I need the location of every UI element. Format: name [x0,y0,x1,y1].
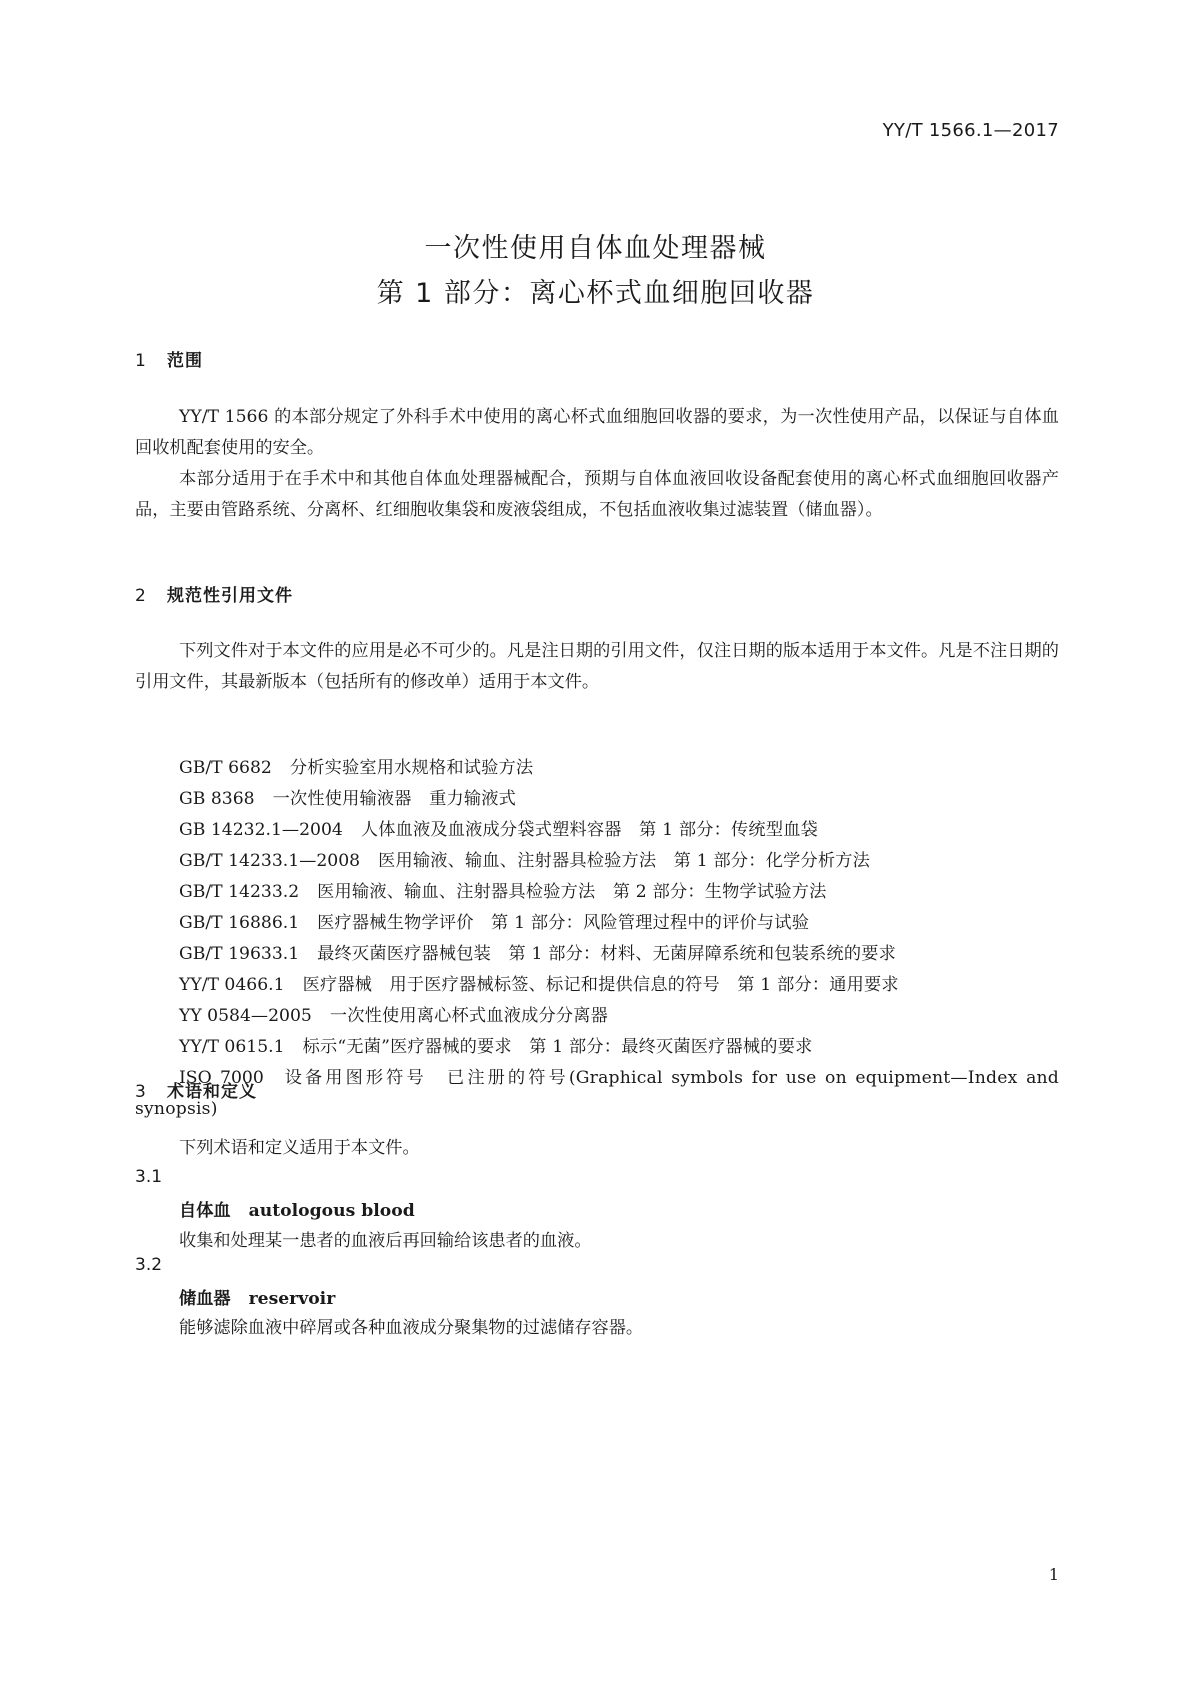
term-entry [179,1284,335,1309]
reference-title: 人体血液及血液成分袋式塑料容器 第 1 部分：传统型血袋 [360,820,818,840]
reference-title: 医用输液、输血、注射器具检验方法 第 2 部分：生物学试验方法 [317,882,827,902]
term-entry [179,1196,415,1221]
reference-title: 医疗器械 用于医疗器械标签、标记和提供信息的符号 第 1 部分：通用要求 [302,975,899,995]
reference-title: 标示“无菌”医疗器械的要求 第 1 部分：最终灭菌医疗器械的要求 [302,1037,813,1057]
section-title: 术语和定义 [167,1082,257,1102]
page-number: 1 [1048,1565,1059,1584]
reference-code: GB/T 14233.1—2008 [179,851,361,871]
reference-code: GB 8368 [179,789,255,809]
terms-intro: 下列术语和定义适用于本文件。 [179,1138,420,1158]
reference-code: GB/T 19633.1 [179,944,300,964]
section-title: 范围 [167,351,203,371]
reference-item [135,784,1059,815]
section-2-heading [135,581,293,606]
reference-title: 医疗器械生物学评价 第 1 部分：风险管理过程中的评价与试验 [317,913,810,933]
reference-item [135,939,1059,970]
reference-item [135,1001,1059,1032]
term-chinese: 储血器 [179,1289,231,1309]
reference-code: GB 14232.1—2004 [179,820,343,840]
reference-title: 设备用图形符号 已注册的符号(Graphical symbols for use on equipment—Index and synopsis) [135,1068,1060,1119]
reference-title: 医用输液、输血、注射器具检验方法 第 1 部分：化学分析方法 [378,851,871,871]
reference-item [135,1063,1059,1125]
reference-item [135,753,1059,784]
section-3-heading [135,1077,257,1102]
reference-title: 一次性使用离心杯式血液成分分离器 [329,1006,609,1026]
reference-code: YY 0584—2005 [179,1006,312,1026]
reference-code: ISO 7000 [179,1068,264,1088]
reference-code: GB/T 16886.1 [179,913,300,933]
term-definition: 收集和处理某一患者的血液后再回输给该患者的血液。 [179,1231,592,1251]
term-english: autologous blood [248,1201,415,1221]
standard-number: YY/T 1566.1—2017 [882,120,1059,141]
reference-item [135,877,1059,908]
normative-references-list [135,753,1059,1125]
reference-code: YY/T 0615.1 [179,1037,285,1057]
section-1-heading [135,346,203,371]
term-english: reservoir [248,1289,336,1309]
reference-code: GB/T 6682 [179,758,272,778]
term-definition: 能够滤除血液中碎屑或各种血液成分聚集物的过滤储存容器。 [179,1318,644,1338]
section-title: 规范性引用文件 [167,586,293,606]
section-number: 3 [135,1082,147,1102]
scope-paragraph-1: YY/T 1566 的本部分规定了外科手术中使用的离心杯式血细胞回收器的要求，为一次性使用产品，以保证与自体血回收机配套使用的安全。 [135,407,1059,458]
document-title-line-2: 第 1 部分：离心杯式血细胞回收器 [376,278,815,309]
term-number: 3.2 [135,1255,163,1275]
reference-title: 一次性使用输液器 重力输液式 [272,789,517,809]
term-chinese: 自体血 [179,1201,231,1221]
references-intro: 下列文件对于本文件的应用是必不可少的。凡是注日期的引用文件，仅注日期的版本适用于本文件。凡是不注日期的引用文件，其最新版本（包括所有的修改单）适用于本文件。 [135,641,1059,692]
reference-code: YY/T 0466.1 [179,975,285,995]
reference-item [135,846,1059,877]
reference-item [135,1032,1059,1063]
reference-code: GB/T 14233.2 [179,882,300,902]
reference-title: 分析实验室用水规格和试验方法 [289,758,534,778]
section-number: 2 [135,586,147,606]
reference-title: 最终灭菌医疗器械包装 第 1 部分：材料、无菌屏障系统和包装系统的要求 [317,944,897,964]
document-title-line-1: 一次性使用自体血处理器械 [424,233,767,264]
term-number: 3.1 [135,1167,163,1187]
reference-item [135,970,1059,1001]
scope-paragraph-2: 本部分适用于在手术中和其他自体血处理器械配合，预期与自体血液回收设备配套使用的离心杯式血细胞回收器产品，主要由管路系统、分离杯、红细胞收集袋和废液袋组成，不包括血液收集过滤装置（储血器）。 [135,469,1059,520]
reference-item [135,908,1059,939]
reference-item [135,815,1059,846]
section-number: 1 [135,351,147,371]
